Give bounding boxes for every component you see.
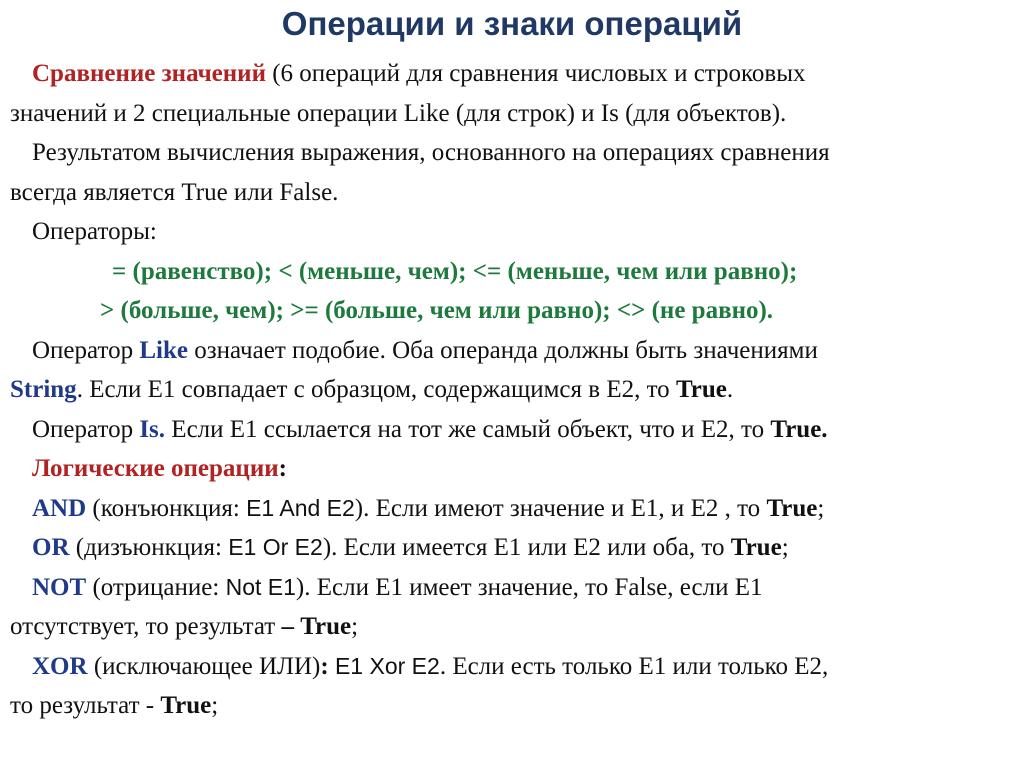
xor-end: ;	[211, 692, 219, 719]
comparison-intro: (6 операций для сравнения числовых и строковых	[265, 60, 806, 87]
not-text: ). Если E1 имеет значение, то False, если E1	[295, 573, 763, 601]
and-paren: (конъюнкция:	[86, 494, 247, 522]
logical-heading-line	[10, 449, 1014, 489]
not-text-cont: отсутствует, то результат	[10, 613, 282, 640]
not-line	[10, 568, 1014, 608]
and-text: ). Если имеют значение и E1, и E2 , то	[354, 494, 767, 522]
and-line	[10, 489, 1014, 529]
paragraph-comparison-cont	[10, 94, 1014, 134]
xor-colon: :	[320, 652, 335, 680]
operators-line-2: > (больше, чем); >= (больше, чем или равно); <> (не равно).	[100, 297, 774, 324]
string-keyword: String	[10, 376, 77, 403]
like-prefix: Оператор	[32, 336, 140, 364]
result-text: Результатом вычисления выражения, основанного на операциях сравнения	[32, 139, 830, 166]
xor-keyword: XOR	[32, 652, 88, 680]
not-keyword: NOT	[32, 573, 87, 601]
or-keyword: OR	[32, 534, 70, 561]
is-text: Если E1 ссылается на тот же самый объект, что и E2, то	[165, 415, 771, 443]
xor-paren: (исключающее ИЛИ)	[87, 652, 321, 680]
and-expr: E1 And E2	[246, 494, 355, 521]
operators-list-2	[10, 291, 1014, 331]
not-paren: (отрицание:	[86, 573, 226, 601]
slide-title: Операции и знаки операций	[281, 5, 743, 42]
and-keyword: AND	[32, 494, 87, 522]
paragraph-result-cont	[10, 173, 1014, 213]
not-line-cont	[10, 607, 1014, 647]
xor-line	[10, 647, 1014, 687]
not-end: ;	[351, 613, 359, 640]
like-true: True	[675, 376, 727, 403]
like-end: .	[726, 376, 734, 403]
paragraph-is	[10, 410, 1014, 450]
paragraph-like	[10, 331, 1014, 371]
not-expr: Not E1	[225, 573, 296, 600]
xor-text-cont: то результат -	[10, 692, 161, 719]
or-text: ). Если имеется E1 или E2 или оба, то	[322, 534, 731, 561]
paragraph-comparison	[10, 54, 1014, 94]
is-true: True.	[770, 415, 828, 443]
logical-heading: Логические операции	[32, 455, 279, 482]
xor-text: . Если есть только E1 или только E2,	[439, 652, 829, 680]
or-end: ;	[781, 534, 789, 561]
slide-body	[10, 54, 1014, 726]
or-line	[10, 528, 1014, 568]
is-prefix: Оператор	[32, 415, 140, 443]
or-paren: (дизъюнкция:	[69, 534, 229, 561]
like-text: означает подобие. Оба операнда должны быть значениями	[187, 336, 818, 364]
not-true: – True	[281, 613, 352, 640]
operators-list-1	[10, 252, 1014, 292]
like-text-cont: . Если E1 совпадает с образцом, содержащимся в E2, то	[76, 376, 676, 403]
paragraph-result	[10, 133, 1014, 173]
logical-heading-colon: :	[278, 455, 287, 482]
or-true: True	[730, 534, 782, 561]
like-keyword: Like	[139, 336, 188, 364]
or-expr: E1 Or E2	[228, 534, 323, 560]
operators-line-1: = (равенство); < (меньше, чем); <= (меньше, чем или равно);	[112, 257, 798, 285]
comparison-heading: Сравнение значений	[32, 60, 266, 87]
and-true: True	[766, 494, 818, 522]
comparison-intro-cont: значений и 2 специальные операции Like (для строк) и Is (для объектов).	[10, 99, 787, 127]
xor-true: True	[160, 692, 212, 719]
operators-label-line	[10, 212, 1014, 252]
result-text-cont: всегда является True или False.	[10, 178, 339, 206]
and-end: ;	[817, 494, 825, 522]
is-keyword: Is.	[139, 415, 166, 443]
xor-line-cont	[10, 686, 1014, 726]
operators-label: Операторы:	[32, 218, 157, 245]
xor-expr: E1 Xor E2	[334, 652, 440, 679]
paragraph-like-cont	[10, 370, 1014, 410]
